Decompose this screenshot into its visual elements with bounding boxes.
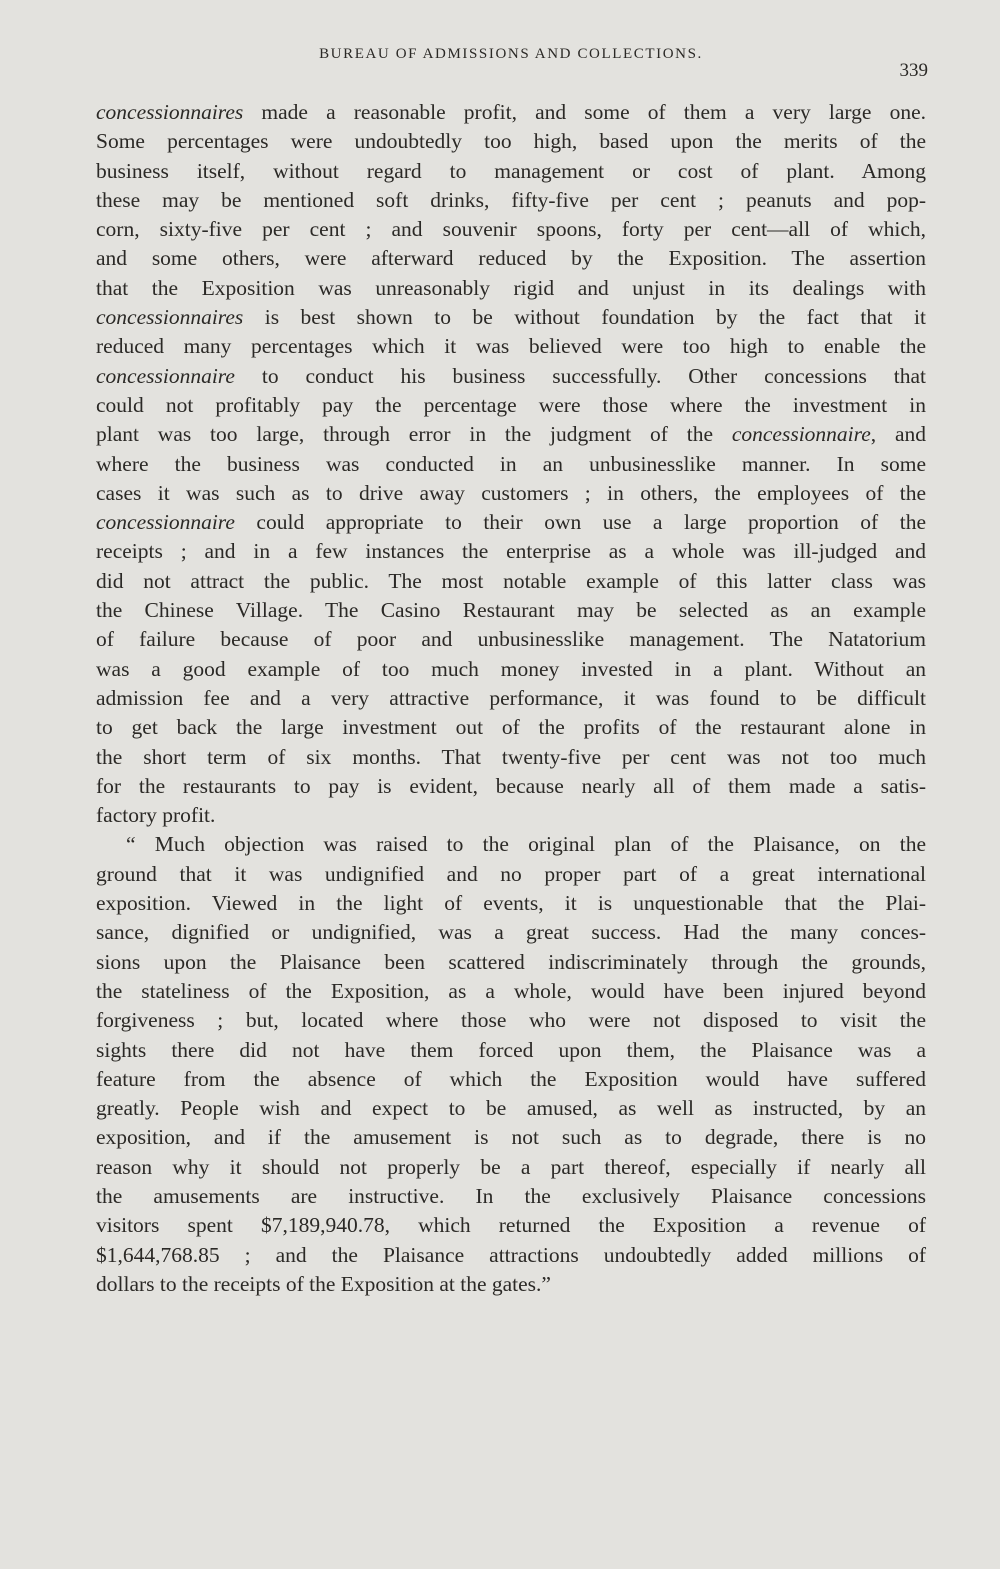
line-text: visitors spent $7,189,940.78, which returned the Exposition a revenue of [96,1213,926,1238]
line-text: was a good example of too much money invested in a plant. Without an [96,656,926,681]
body-text [96,98,926,1299]
text-line [96,98,926,127]
line-text: did not attract the public. The most notable example of this latter class was [96,568,926,593]
text-line [96,684,926,713]
line-text: sights there did not have them forced upon them, the Plaisance was a [96,1037,926,1062]
line-text: forgiveness ; but, located where those who were not disposed to visit the [96,1008,926,1033]
line-text: for the restaurants to pay is evident, because nearly all of them made a satis- [96,773,926,798]
line-text: sions upon the Plaisance been scattered indiscriminately through the grounds, [96,949,926,974]
line-text: cases it was such as to drive away customers ; in others, the employees of the [96,480,926,505]
text-line [96,625,926,654]
text-line [96,1036,926,1065]
page-number: 339 [899,60,928,81]
text-line [96,215,926,244]
text-line [96,889,926,918]
text-line [96,743,926,772]
line-text: made a reasonable profit, and some of them a very large one. [243,100,926,124]
line-text: factory profit. [96,803,216,828]
text-line [96,1006,926,1035]
line-text: exposition. Viewed in the light of events, it is unquestionable that the Plai- [96,891,926,916]
text-line [96,303,926,332]
line-text: reduced many percentages which it was believed were too high to enable the [96,334,926,359]
text-line [96,1123,926,1152]
line-text: could not profitably pay the percentage were those where the investment in [96,392,926,417]
running-head: BUREAU OF ADMISSIONS AND COLLECTIONS. [319,46,703,62]
line-text: that the Exposition was unreasonably rigid and unjust in its dealings with [96,275,926,300]
text-line [96,537,926,566]
text-line [96,830,926,859]
text-line [96,391,926,420]
text-line [96,772,926,801]
line-text: “ Much objection was raised to the original plan of the Plaisance, on the [126,832,926,857]
text-line [96,244,926,273]
line-text: greatly. People wish and expect to be amused, as well as instructed, by an [96,1096,926,1121]
line-text: $1,644,768.85 ; and the Plaisance attractions undoubtedly added millions of [96,1242,926,1267]
text-line [96,332,926,361]
line-text: where the business was conducted in an unbusinesslike manner. In some [96,451,926,476]
line-text: is best shown to be without foundation by the fact that it [243,305,926,330]
text-line [96,508,926,537]
line-text: and some others, were afterward reduced by the Exposition. The assertion [96,246,926,271]
line-text: exposition, and if the amusement is not such as to degrade, there is no [96,1125,926,1150]
text-line [96,596,926,625]
line-text: reason why it should not properly be a part thereof, especially if nearly all [96,1154,926,1179]
text-line [96,274,926,303]
italic-term: concessionnaires [96,305,244,330]
line-text: to get back the large investment out of the profits of the restaurant alone in [96,715,926,740]
paragraph [96,830,926,1299]
line-text: corn, sixty-five per cent ; and souvenir spoons, forty per cent—all of which, [96,217,926,242]
text-line [96,948,926,977]
line-text: to conduct his business successfully. Other concessions that [234,363,926,388]
line-text: receipts ; and in a few instances the enterprise as a whole was ill-judged and [96,539,926,564]
line-text: the stateliness of the Exposition, as a whole, would have been injured beyond [96,978,926,1003]
text-line [96,1270,926,1299]
line-text: the short term of six months. That twenty-five per cent was not too much [96,744,926,769]
line-text: business itself, without regard to management or cost of plant. Among [96,158,926,183]
text-line [96,186,926,215]
line-text: admission fee and a very attractive performance, it was found to be difficult [96,685,926,710]
text-line [96,362,926,391]
text-line [96,157,926,186]
line-text: could appropriate to their own use a large proportion of the [234,510,926,535]
line-text: sance, dignified or undignified, was a great success. Had the many conces- [96,920,926,945]
italic-term: concessionnaire [731,422,871,447]
text-line [96,420,926,449]
italic-term: concessionnaire [96,363,235,388]
italic-term: concessionnaire [96,510,235,535]
text-line [96,1094,926,1123]
text-line [96,977,926,1006]
line-text: the amusements are instructive. In the exclusively Plaisance concessions [96,1183,926,1208]
line-text: Some percentages were undoubtedly too high, based upon the merits of the [96,129,926,154]
line-text-tail: , and [870,422,926,447]
line-text: ground that it was undignified and no proper part of a great international [96,861,926,886]
text-line [96,860,926,889]
paragraph [96,98,926,830]
text-line [96,479,926,508]
line-text: the Chinese Village. The Casino Restaurant may be selected as an example [96,598,926,623]
text-line [96,918,926,947]
text-line [96,450,926,479]
text-line [96,127,926,156]
line-text: of failure because of poor and unbusinesslike management. The Natatorium [96,627,926,652]
text-line [96,1182,926,1211]
line-text: feature from the absence of which the Exposition would have suffered [96,1066,926,1091]
text-line [96,567,926,596]
text-line [96,1065,926,1094]
text-line [96,1153,926,1182]
italic-term: concessionnaires [96,100,244,124]
text-line [96,1241,926,1270]
text-line [96,655,926,684]
line-text: plant was too large, through error in the judgment of the [96,422,732,447]
text-line [96,1211,926,1240]
line-text: these may be mentioned soft drinks, fifty-five per cent ; peanuts and pop- [96,187,926,212]
text-line [96,801,926,830]
line-text: dollars to the receipts of the Exposition at the gates.” [96,1271,551,1296]
text-line [96,713,926,742]
